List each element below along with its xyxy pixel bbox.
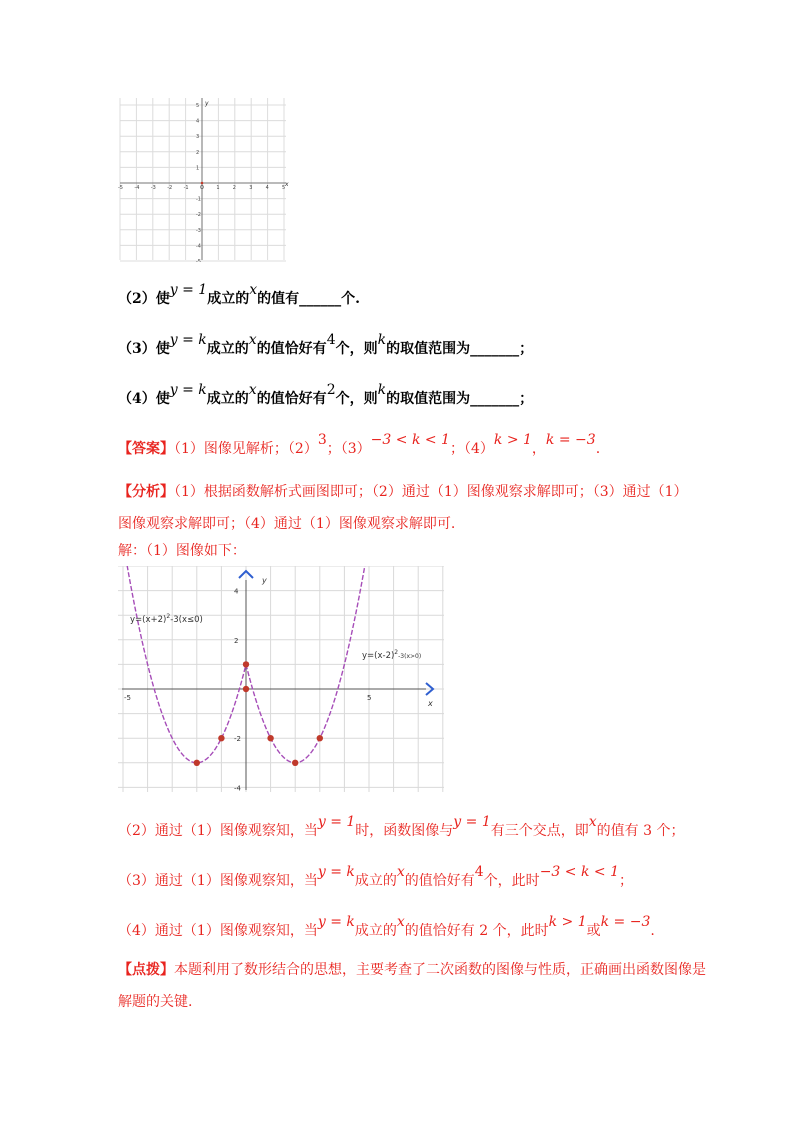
x-tick-label: 5 bbox=[367, 694, 372, 702]
g1-x-tick: 5 bbox=[282, 185, 286, 191]
question-4: （4）使y = k成立的x的值恰好有2个，则k的取值范围为_______； bbox=[118, 382, 534, 407]
series-label-2: $y=(x-2)^2_{-3(x>0)}$ bbox=[362, 649, 422, 661]
g1-y-tick: -4 bbox=[196, 243, 201, 250]
x-axis-label: x bbox=[428, 699, 433, 708]
question-3: （3）使y = k成立的x的值恰好有4个，则k的取值范围为_______； bbox=[118, 332, 534, 357]
g1-x-tick: 2 bbox=[232, 185, 236, 191]
g1-y-tick: 2 bbox=[196, 149, 200, 156]
solution-3: （3）通过（1）图像观察知，当y = k成立的x的值恰好有4个，此时−3 < k < 1； bbox=[118, 864, 633, 889]
plot-point bbox=[243, 686, 249, 692]
function-graph bbox=[118, 566, 444, 792]
g1-y-tick: 1 bbox=[196, 165, 200, 172]
g1-x-tick: O bbox=[200, 185, 204, 191]
y-tick-label: -4 bbox=[234, 784, 241, 792]
solution-2: （2）通过（1）图像观察知，当y = 1时，函数图像与y = 1有三个交点，即x的值有 3 个； bbox=[118, 814, 685, 839]
y-tick-label: 4 bbox=[234, 587, 239, 596]
analysis-block: 【分析】（1）根据函数解析式画图即可；（2）通过（1）图像观察求解即可；（3）通过（1） 图像观察求解即可；（4）通过（1）图像观察求解即可. bbox=[118, 484, 688, 532]
g1-x-tick: -2 bbox=[167, 185, 173, 191]
g1-x-tick: -3 bbox=[150, 185, 156, 191]
plot-point bbox=[267, 735, 273, 741]
g1-x-tick: 4 bbox=[265, 185, 269, 191]
plot-point bbox=[317, 735, 323, 741]
y-tick-label: 2 bbox=[234, 636, 239, 645]
g1-y-tick: 5 bbox=[196, 103, 200, 109]
question-2: （2）使y = 1成立的x的值有______个. bbox=[118, 282, 360, 307]
tip-block: 【点拨】本题利用了数形结合的思想，主要考查了二次函数的图像与性质，正确画出函数图像是 解题的关键. bbox=[118, 962, 706, 1010]
g1-y-tick: 3 bbox=[196, 134, 200, 141]
g1-x-tick: -4 bbox=[134, 185, 140, 191]
g1-y-tick: -1 bbox=[196, 196, 201, 203]
g1-x-tick: -5 bbox=[118, 185, 123, 191]
answer-line: 【答案】（1）图像见解析；（2）3；（3）−3 < k < 1；（4）k > 1，k = −3. bbox=[118, 432, 601, 457]
g1-y-tick: -2 bbox=[196, 212, 201, 219]
g1-y-tick: 4 bbox=[196, 118, 200, 125]
plot-point bbox=[194, 760, 200, 766]
g1-y-label: y bbox=[205, 100, 209, 107]
series-label-1: $y=(x+2)^2-3(x\le 0)$ bbox=[130, 613, 203, 625]
g1-x-tick: -1 bbox=[183, 185, 189, 191]
x-tick-label: -5 bbox=[124, 694, 131, 702]
g1-y-tick: -3 bbox=[196, 227, 201, 234]
plot-point bbox=[292, 760, 298, 766]
g1-x-label: x bbox=[285, 181, 289, 188]
g1-x-tick: 3 bbox=[249, 185, 253, 191]
y-tick-label: -2 bbox=[234, 735, 241, 744]
solution-intro: 解：（1）图像如下： bbox=[118, 543, 246, 559]
g1-origin-mark bbox=[201, 182, 204, 185]
y-axis-label: y bbox=[262, 576, 267, 585]
solution-4: （4）通过（1）图像观察知，当y = k成立的x的值恰好有 2 个，此时k > 1或k = −3. bbox=[118, 914, 655, 939]
plot-point bbox=[218, 735, 224, 741]
g1-y-tick: -5 bbox=[196, 259, 201, 262]
g1-x-tick: 1 bbox=[216, 185, 220, 191]
plot-point bbox=[243, 661, 249, 667]
blank-coordinate-grid bbox=[118, 96, 290, 262]
